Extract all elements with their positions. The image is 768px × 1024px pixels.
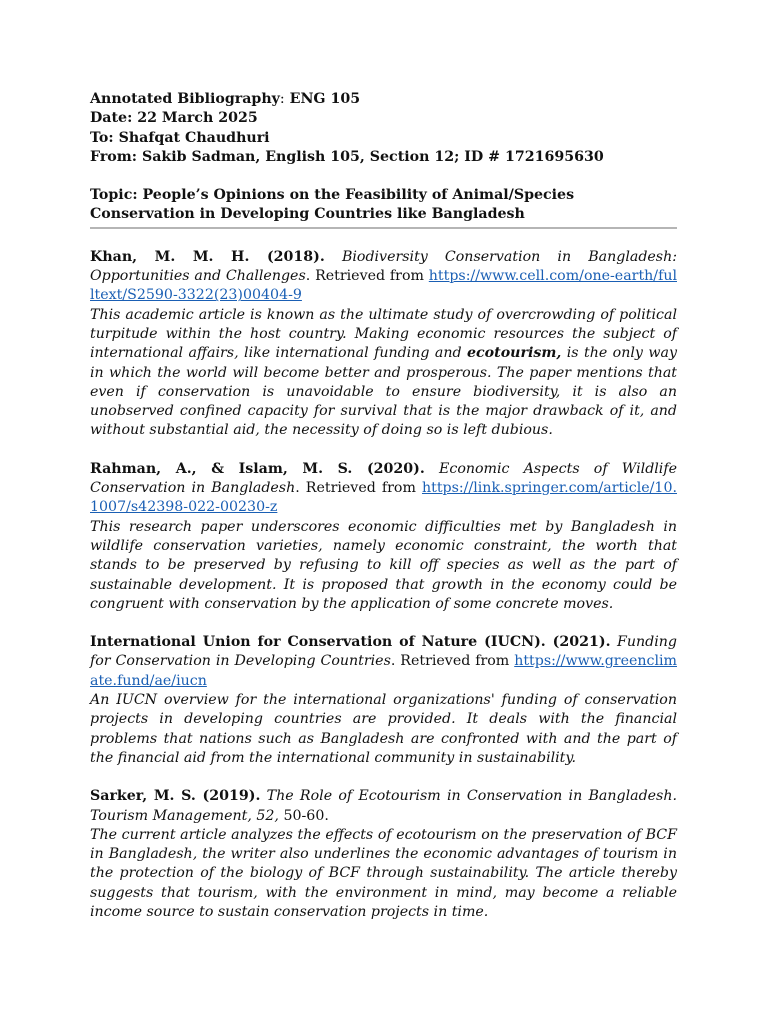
citation-pages: 50-60. — [278, 807, 329, 824]
citation-retrieved: . Retrieved from — [305, 268, 429, 285]
citation — [90, 633, 677, 691]
annotation-text — [90, 306, 677, 441]
annotation-text: The current article analyzes the effects of ecotourism on the preservation of BCF in Bangladesh, the writer also underlines the economic advantages of tourism in the protection of the biology of BCF through sustainability. The article thereby suggests that tourism, with the environment in mind, may become a reliable income source to sustain conservation projects in time. — [90, 826, 677, 920]
citation-retrieved: . Retrieved from — [295, 480, 422, 497]
date-line: Date: 22 March 2025 — [90, 110, 258, 127]
annotation-part: This academic article is known as the ultimate study of overcrowding of political turpitude within the host country. Making economic resources the subject of international affairs, like international funding and — [90, 306, 677, 362]
annotation-emphasis: ecotourism, — [467, 345, 562, 362]
bibliography-entry-3 — [90, 633, 677, 768]
citation-link[interactable]: https://www.greenclimate.fund/ae/iucn — [90, 653, 677, 689]
citation-author: Sarker, M. S. (2019). — [90, 788, 261, 805]
citation-title: Economic Aspects of Wildlife Conservation in Bangladesh — [90, 460, 677, 497]
title-separator: : — [279, 91, 285, 107]
annotation-part: is the only way in which the world will become better and prosperous. The paper mentions that even if conservation is unavoidable to ensure biodiversity, it is also an unobserved confined capacity for survival that is the major drawback of it, and without substantial aid, the necessity of doing so is left dubious. — [90, 345, 677, 439]
citation-link[interactable]: https://link.springer.com/article/10.1007/s42398-022-00230-z — [90, 480, 677, 516]
memo-header — [90, 90, 677, 167]
bibliography-entry-2 — [90, 460, 677, 614]
citation-title: Biodiversity Conservation in Bangladesh: Opportunities and Challenges — [90, 248, 678, 285]
recipient-line: To: Shafqat Chaudhuri — [90, 129, 270, 146]
citation-title: Funding for Conservation in Developing Countries — [90, 634, 678, 670]
citation — [90, 460, 677, 518]
annotation-text: This research paper underscores economic difficulties met by Bangladesh in wildlife conservation varieties, namely economic constraint, the worth that stands to be preserved by refusing to kill off species as well as the part of sustainable development. It is proposed that growth in the economy could be congruent with conservation by the application of some concrete moves. — [90, 518, 677, 612]
citation-author: International Union for Conservation of Nature (IUCN). (2021). — [90, 634, 611, 651]
title-label: Annotated Bibliography — [90, 91, 280, 107]
citation-title: The Role of Ecotourism in Conservation in Bangladesh. Tourism Management, 52, — [90, 788, 677, 824]
citation-retrieved: . Retrieved from — [390, 653, 515, 670]
citation — [90, 248, 677, 306]
document-page — [90, 90, 677, 922]
citation-author: Khan, M. M. H. (2018). — [90, 248, 325, 265]
bibliography-entry-4 — [90, 787, 677, 922]
citation — [90, 787, 677, 826]
citation-author: Rahman, A., & Islam, M. S. (2020). — [90, 460, 425, 477]
annotation-text: An IUCN overview for the international organizations' funding of conservation projects in developing countries are provided. It deals with the financial problems that nations such as Bangladesh are confronted with and the part of the financial aid from the international community in sustainability. — [90, 692, 677, 766]
bibliography-entry-1 — [90, 248, 677, 441]
citation-link[interactable]: https://www.cell.com/one-earth/fulltext/S2590-3322(23)00404-9 — [90, 268, 677, 304]
sender-line: From: Sakib Sadman, English 105, Section 12; ID # 1721695630 — [90, 148, 604, 165]
course-code: ENG 105 — [284, 91, 361, 107]
topic-heading: Topic: People’s Opinions on the Feasibility of Animal/Species Conservation in Developing Countries like Bangladesh — [90, 186, 677, 229]
document-title — [90, 90, 677, 109]
